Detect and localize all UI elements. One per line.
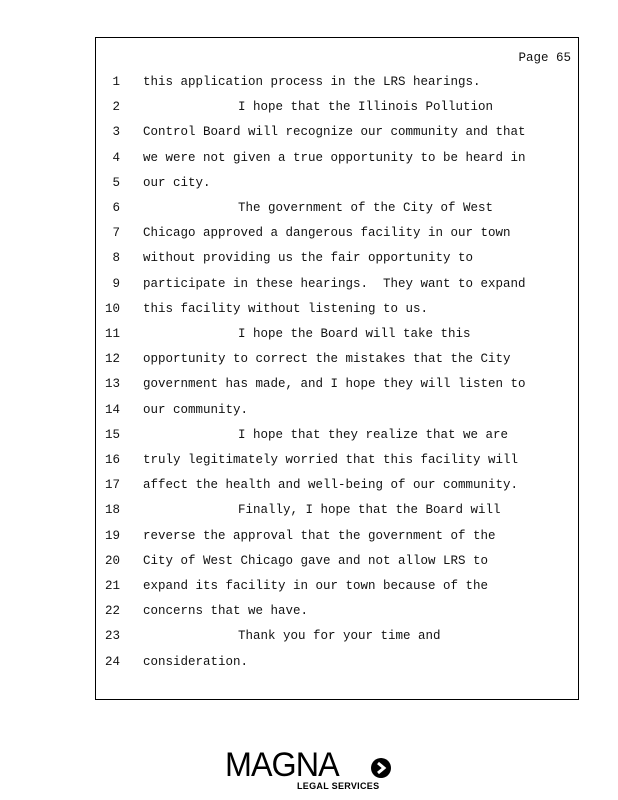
transcript-line	[96, 554, 576, 574]
transcript-page	[95, 37, 579, 700]
line-number: 13	[104, 377, 120, 392]
transcript-line	[96, 478, 576, 498]
logo-wordmark: MAGNA	[225, 746, 339, 784]
page-number: Page 65	[518, 51, 571, 65]
transcript-line	[96, 629, 576, 649]
line-text: this application process in the LRS hearings.	[143, 75, 481, 89]
line-number: 22	[104, 604, 120, 619]
transcript-line	[96, 75, 576, 95]
transcript-line	[96, 579, 576, 599]
transcript-line	[96, 529, 576, 549]
transcript-line	[96, 251, 576, 271]
line-text: truly legitimately worried that this facility will	[143, 453, 519, 467]
line-number: 8	[112, 251, 120, 266]
line-text: consideration.	[143, 654, 249, 669]
line-text: without providing us the fair opportunity to	[143, 251, 474, 266]
logo-arrow-icon	[370, 757, 392, 779]
line-number: 1	[112, 75, 120, 89]
transcript-line	[96, 604, 576, 624]
transcript-line	[96, 302, 576, 322]
transcript-line	[96, 453, 576, 473]
line-number: 7	[112, 226, 120, 241]
transcript-line	[96, 403, 576, 423]
line-text: Chicago approved a dangerous facility in our town	[143, 226, 511, 241]
line-number: 10	[104, 301, 120, 316]
line-text: Thank you for your time and	[238, 629, 441, 644]
transcript-line	[96, 226, 576, 246]
transcript-line	[96, 100, 576, 120]
line-number: 19	[104, 528, 120, 543]
line-number: 4	[112, 150, 120, 165]
transcript-line	[96, 151, 576, 171]
logo-subtitle: LEGAL SERVICES	[297, 781, 380, 791]
line-text: City of West Chicago gave and not allow LRS to	[143, 553, 489, 568]
line-number: 21	[104, 579, 120, 593]
line-text: our city.	[143, 175, 211, 190]
line-text: participate in these hearings. They want to expand	[143, 276, 526, 291]
transcript-line	[96, 352, 576, 372]
line-text: reverse the approval that the government of the	[143, 528, 496, 543]
transcript-line	[96, 655, 576, 675]
line-number: 14	[104, 402, 120, 417]
line-text: our community.	[143, 402, 249, 417]
line-number: 24	[104, 654, 120, 669]
line-number: 2	[112, 100, 120, 115]
line-text: Control Board will recognize our community and that	[143, 125, 526, 140]
line-text: this facility without listening to us.	[143, 301, 429, 316]
line-text: I hope that they realize that we are	[238, 427, 509, 442]
line-text: we were not given a true opportunity to be heard in	[143, 150, 526, 165]
line-number: 15	[104, 427, 120, 442]
line-text: affect the health and well-being of our community.	[143, 478, 519, 493]
line-number: 18	[104, 503, 120, 518]
transcript-line	[96, 327, 576, 347]
line-text: government has made, and I hope they will listen to	[143, 377, 526, 392]
line-text: expand its facility in our town because of the	[143, 579, 489, 593]
line-number: 5	[112, 175, 120, 190]
transcript-line	[96, 503, 576, 523]
line-number: 11	[104, 327, 120, 341]
line-text: I hope the Board will take this	[238, 327, 471, 341]
line-number: 20	[104, 553, 120, 568]
line-number: 6	[112, 201, 120, 215]
line-text: concerns that we have.	[143, 604, 309, 619]
line-number: 9	[112, 276, 120, 291]
line-number: 12	[104, 352, 120, 367]
magna-logo	[225, 748, 395, 792]
transcript-line	[96, 428, 576, 448]
line-number: 23	[104, 629, 120, 644]
line-text: I hope that the Illinois Pollution	[238, 100, 494, 115]
line-text: opportunity to correct the mistakes that the City	[143, 352, 511, 367]
transcript-line	[96, 201, 576, 221]
transcript-line	[96, 176, 576, 196]
transcript-line	[96, 377, 576, 397]
line-text: The government of the City of West	[238, 201, 494, 215]
line-text: Finally, I hope that the Board will	[238, 503, 501, 518]
line-number: 16	[104, 453, 120, 467]
transcript-line	[96, 277, 576, 297]
line-number: 3	[112, 125, 120, 140]
transcript-line	[96, 125, 576, 145]
line-number: 17	[104, 478, 120, 493]
